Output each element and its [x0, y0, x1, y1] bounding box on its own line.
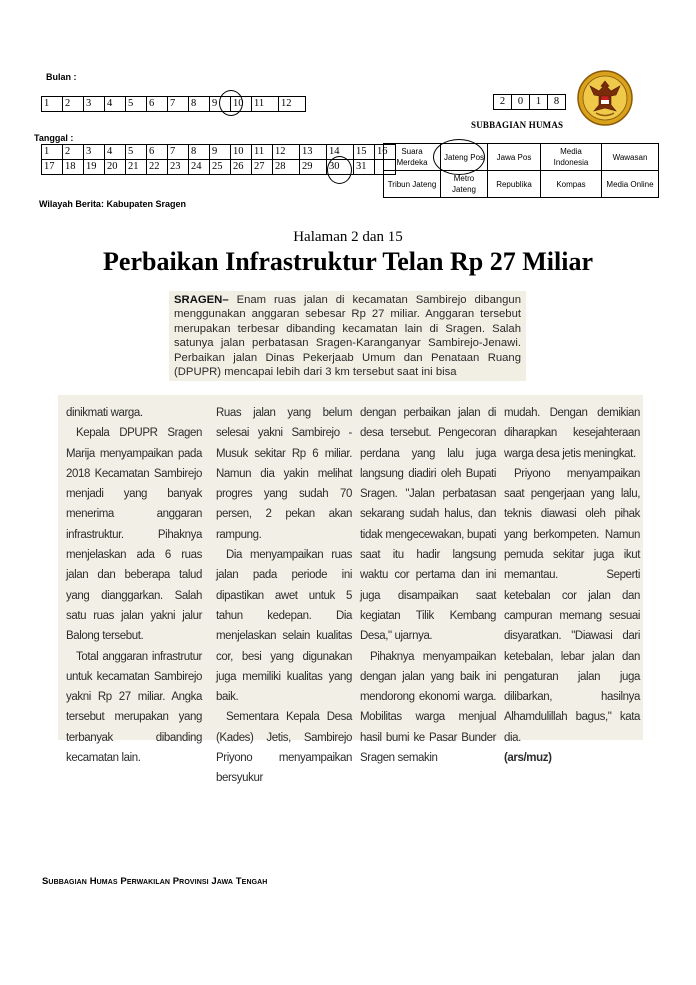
date-cell: 8: [189, 145, 210, 160]
media-cell: Metro Jateng: [441, 171, 488, 198]
date-cell: 5: [126, 145, 147, 160]
media-cell: Republika: [488, 171, 541, 198]
paragraph: mudah. Dengan demikian diharapkan kesejahteraan warga desa jetis meningkat.: [504, 407, 640, 460]
date-cell: 26: [231, 160, 252, 175]
footer-office: [42, 876, 267, 887]
month-cell: 9: [210, 97, 231, 112]
date-cell: 1: [42, 145, 63, 160]
article-body-clipping: [58, 395, 643, 785]
date-cell: 12: [273, 145, 300, 160]
date-cell: 24: [189, 160, 210, 175]
footer-text: Subbagian Humas Perwakilan Provinsi Jawa Tengah: [42, 876, 268, 887]
paragraph: Dia menyampaikan ruas jalan pada periode ini dipastikan awet untuk 5 tahun kedepan. Dia menjelaskan selain kualitas cor, besi yang digunakan juga memiliki kualitas yang baik.: [216, 549, 352, 704]
article-headline: Perbaikan Infrastruktur Telan Rp 27 Miliar: [103, 247, 593, 276]
date-cell: 16: [375, 145, 396, 160]
month-cell: 1: [42, 97, 63, 112]
month-cell: 6: [147, 97, 168, 112]
date-cell: 18: [63, 160, 84, 175]
media-cell: Media Online: [602, 171, 659, 198]
date-cell: 19: [84, 160, 105, 175]
media-table: [383, 143, 659, 198]
office-title: SUBBAGIAN HUMAS: [471, 120, 564, 130]
media-selection-circle: [433, 139, 485, 175]
date-cell: 23: [168, 160, 189, 175]
date-cell: 6: [147, 145, 168, 160]
date-cell: 22: [147, 160, 168, 175]
date-cell: 15: [354, 145, 375, 160]
date-cell: 27: [252, 160, 273, 175]
article-lead-clipping: [169, 291, 526, 381]
year-digit: 0: [512, 95, 530, 110]
date-cell: 2: [63, 145, 84, 160]
paragraph: Pihaknya menyampaikan dengan jalan yang baik ini mendorong ekonomi warga. Mobilitas warga menjual hasil bumi ke Pasar Bunder Sragen semakin: [360, 650, 496, 765]
date-cell: 13: [300, 145, 327, 160]
article-column-3: [360, 403, 496, 768]
date-cell: 10: [231, 145, 252, 160]
author-initials: (ars/muz): [504, 752, 552, 765]
date-cell: 30: [327, 160, 354, 175]
month-cell: 8: [189, 97, 210, 112]
date-cell: 14: [327, 145, 354, 160]
garuda-emblem-logo: [576, 69, 634, 127]
date-selection-circle: [327, 156, 352, 184]
date-cell: 29: [300, 160, 327, 175]
bulan-label: Bulan :: [46, 72, 77, 82]
month-cell: 3: [84, 97, 105, 112]
media-cell: Jawa Pos: [488, 144, 541, 171]
year-digit: 1: [530, 95, 548, 110]
wilayah-label: Wilayah Berita: Kabupaten Sragen: [39, 199, 186, 209]
paragraph: Kepala DPUPR Sragen Marija menyampaikan pada 2018 Kecamatan Sambirejo menjadi yang banyak menerima anggaran infrastruktur. Pihaknya menjelaskan ada 6 ruas jalan dan beberapa talud yang dianggarkan. Salah satu ruas jalan yakni jalur Balong tersebut.: [66, 427, 202, 643]
date-cell: 11: [252, 145, 273, 160]
date-cell: 3: [84, 145, 105, 160]
media-cell: Suara Merdeka: [384, 144, 441, 171]
lead-text: Enam ruas jalan di kecamatan Sambirejo dibangun menggunakan anggaran sebesar Rp 27 miliar. Anggaran tersebut merupakan terbesar dibanding kecamatan lain di Sragen. Salah satunya jalan perbatasan Sragen-Karanganyar Sambirejo-Jenawi. Perbaikan jalan Dinas Pekerjaab Umum dan Penataan Ruang (DPUPR) mencapai lebih dari 3 km tersebut saat ini bisa: [174, 294, 521, 379]
date-cell: 4: [105, 145, 126, 160]
date-cell: 21: [126, 160, 147, 175]
month-grid: [41, 96, 306, 112]
media-cell: Kompas: [541, 171, 602, 198]
month-cell: 12: [279, 97, 306, 112]
month-cell-selected: 10: [231, 97, 252, 112]
page-reference: Halaman 2 dan 15: [293, 229, 403, 245]
media-cell: Media Indonesia: [541, 144, 602, 171]
year-digit: 2: [494, 95, 512, 110]
date-cell: 25: [210, 160, 231, 175]
month-cell: 5: [126, 97, 147, 112]
month-cell: 4: [105, 97, 126, 112]
date-cell: 9: [210, 145, 231, 160]
month-selection-circle: [219, 90, 243, 116]
media-cell: Tribun Jateng: [384, 171, 441, 198]
date-cell: 20: [105, 160, 126, 175]
date-cell: 17: [42, 160, 63, 175]
year-grid: [493, 94, 566, 110]
paragraph: Ruas jalan yang belum selesai yakni Sambirejo - Musuk sekitar Rp 6 miliar. Namun dia yakin melihat progres yang sudah 70 persen, 2 pekan akan rampung.: [216, 407, 352, 541]
media-cell-selected: Jateng Pos: [441, 144, 488, 171]
paragraph: dinikmati warga.: [66, 407, 143, 419]
lead-kicker: SRAGEN–: [174, 294, 229, 306]
month-cell: 7: [168, 97, 189, 112]
paragraph: Priyono menyampaikan saat pengerjaan yang lalu, teknis diawasi oleh pihak yang berkompeten. Namun pemuda sekitar juga ikut memantau. Seperti ketebalan cor jalan dan campuran memang sesuai disyaratkan. "Diawasi dari ketebalan, lebar jalan dan pengaturan jalan juga dilibarkan, hasilnya Alhamdulillah bagus," kata dia.: [504, 467, 640, 744]
month-cell: 2: [63, 97, 84, 112]
year-digit: 8: [548, 95, 566, 110]
paragraph: Total anggaran infrastrutur untuk kecamatan Sambirejo yakni Rp 27 miliar. Angka tersebut merupakan yang terbanyak dibanding kecamatan lain.: [66, 650, 202, 765]
month-cell: 11: [252, 97, 279, 112]
article-column-1: [66, 403, 202, 768]
paragraph: Sementara Kepala Desa (Kades) Jetis, Sambirejo Priyono menyampaikan bersyukur: [216, 711, 352, 785]
paragraph: dengan perbaikan jalan di desa tersebut. Pengecoran perdana yang lalu juga langsung diadiri oleh Bupati Sragen. "Jalan perbatasan sekarang sudah halus, dan tidak mengecewakan, bupati saat itu hadir langsung waktu cor pertama dan ini juga disampaikan saat kegiatan Tilik Kembang Desa," ujarnya.: [360, 407, 496, 643]
date-cell: 7: [168, 145, 189, 160]
tanggal-label: Tanggal :: [34, 133, 74, 143]
date-cell: 28: [273, 160, 300, 175]
article-column-4: [504, 403, 640, 768]
article-column-2: [216, 403, 352, 789]
date-cell-selected: 31: [354, 160, 375, 175]
media-cell: Wawasan: [602, 144, 659, 171]
